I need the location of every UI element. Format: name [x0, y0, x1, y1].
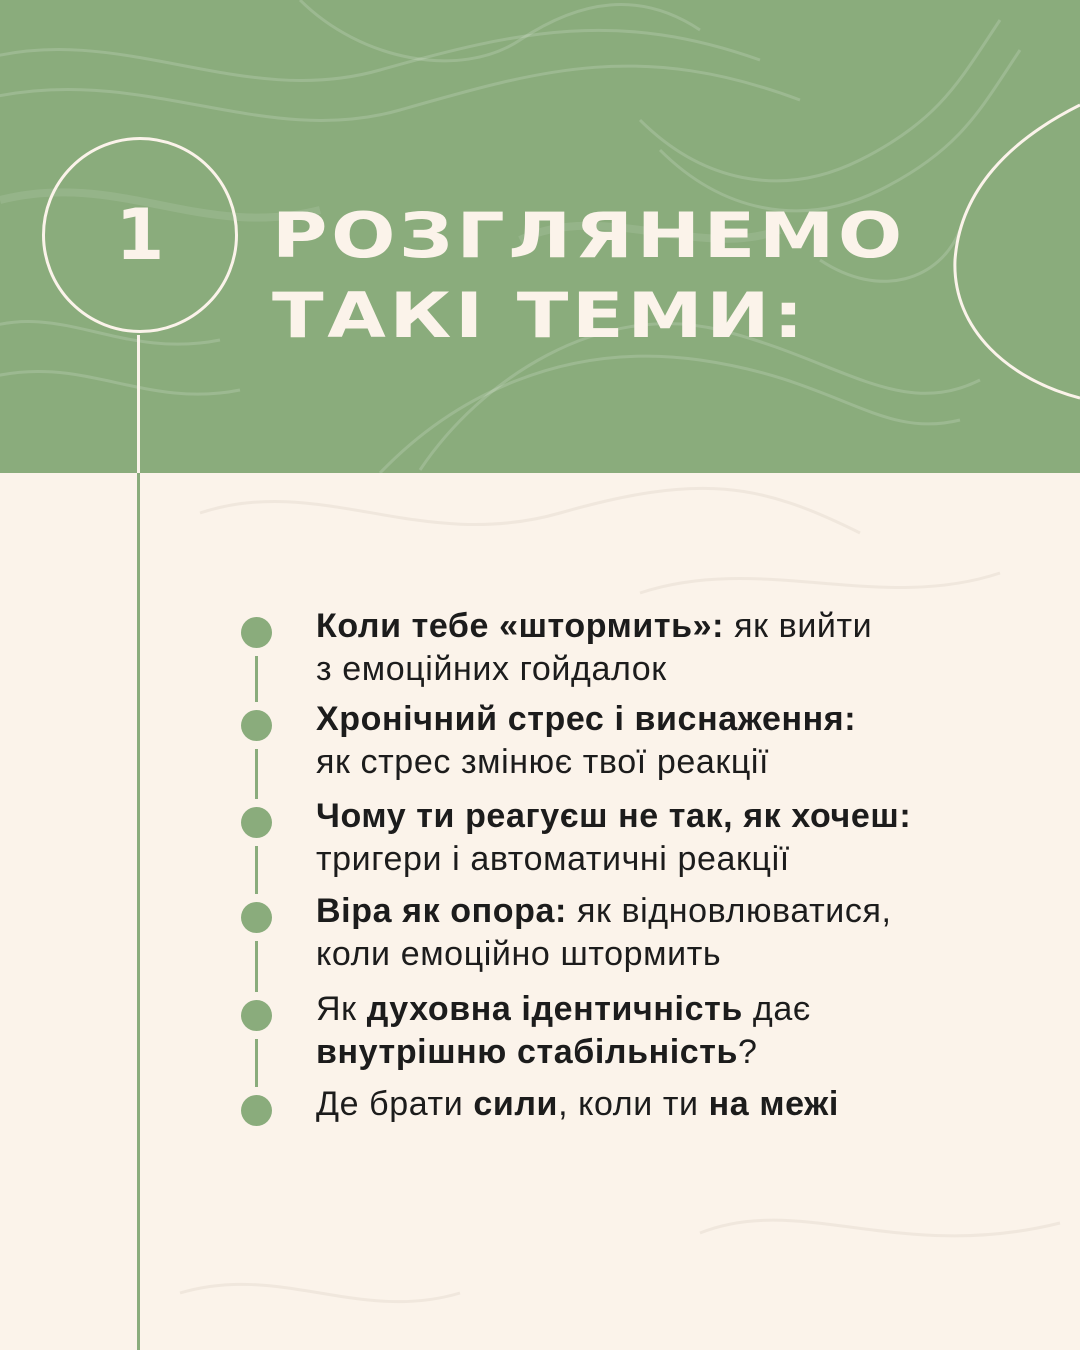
topic-text — [316, 795, 1036, 881]
topic-line-1 — [316, 1083, 1036, 1126]
topic-bold-text: на межі — [708, 1085, 839, 1123]
topic-line-2 — [316, 648, 1036, 691]
number-circle — [42, 137, 238, 333]
title-line-2: ТАКІ ТЕМИ: — [272, 279, 808, 352]
topic-bold-text: сили — [473, 1085, 559, 1123]
timeline-connector — [255, 941, 258, 992]
slide-number: 1 — [115, 194, 165, 276]
topic-line-1 — [316, 698, 1036, 741]
topic-line-1 — [316, 795, 1036, 838]
topic-regular-text: коли емоційно штормить — [316, 935, 722, 973]
topic-bold-text: внутрішню стабільність — [316, 1033, 739, 1071]
title-line-1: РОЗГЛЯНЕМО — [272, 199, 906, 272]
topic-regular-text: тригери і автоматичні реакції — [316, 840, 790, 878]
topic-bold-text: Чому ти реагуєш не так, як хочеш: — [316, 797, 912, 835]
bullet-dot — [241, 902, 272, 933]
topic-regular-text: з емоційних гойдалок — [316, 650, 667, 688]
topic-regular-text: як стрес змінює твої реакції — [316, 743, 770, 781]
bullet-dot — [241, 1000, 272, 1031]
topic-bold-text: духовна ідентичність — [366, 990, 743, 1028]
timeline-connector — [255, 656, 258, 702]
topic-line-1 — [316, 605, 1036, 648]
timeline-connector — [255, 1039, 258, 1087]
topic-regular-text: ? — [738, 1033, 758, 1071]
topic-bold-text: Хронічний стрес і виснаження: — [316, 700, 857, 738]
bullet-dot — [241, 807, 272, 838]
topic-regular-text: , коли ти — [558, 1085, 709, 1123]
topic-line-2 — [316, 1031, 1036, 1074]
topic-bold-text: Коли тебе «штормить»: — [316, 607, 725, 645]
topic-text — [316, 890, 1036, 976]
page-title — [272, 196, 906, 356]
topic-text — [316, 605, 1036, 691]
topic-regular-text: як вийти — [724, 607, 873, 645]
timeline-connector — [255, 749, 258, 799]
topic-regular-text: дає — [742, 990, 811, 1028]
topic-regular-text: Де брати — [316, 1085, 474, 1123]
bullet-dot — [241, 1095, 272, 1126]
topic-text — [316, 698, 1036, 784]
bullet-dot — [241, 617, 272, 648]
topic-line-1 — [316, 890, 1036, 933]
topic-line-2 — [316, 741, 1036, 784]
bullet-dot — [241, 710, 272, 741]
topic-line-2 — [316, 838, 1036, 881]
topic-text — [316, 1083, 1036, 1126]
timeline-line — [137, 335, 140, 1350]
topic-regular-text: як відновлюватися, — [566, 892, 892, 930]
topic-bold-text: Віра як опора: — [316, 892, 567, 930]
timeline-connector — [255, 846, 258, 894]
topic-line-1 — [316, 988, 1036, 1031]
topic-line-2 — [316, 933, 1036, 976]
topic-regular-text: Як — [316, 990, 367, 1028]
timeline-line-top — [137, 335, 140, 473]
topic-text — [316, 988, 1036, 1074]
